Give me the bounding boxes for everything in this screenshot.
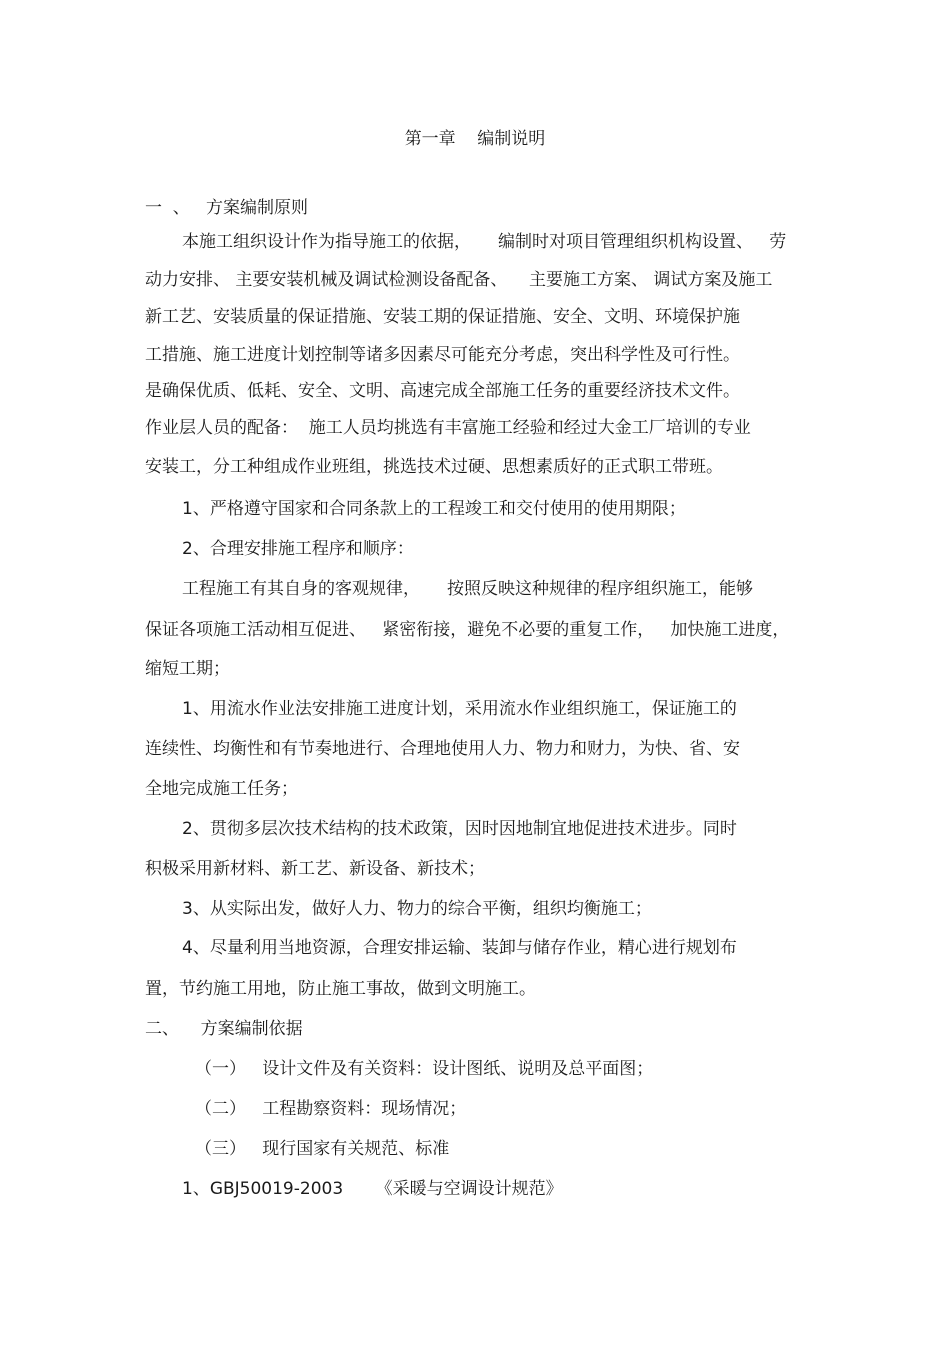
paragraph-line: 积极采用新材料、新工艺、新设备、新技术； xyxy=(145,859,485,879)
sub-item: （二） 工程勘察资料：现场情况； xyxy=(195,1099,467,1119)
paragraph-line: 4、尽量利用当地资源，合理安排运输、装卸与储存作业，精心进行规划布 xyxy=(182,938,737,958)
list-item: 1、严格遵守国家和合同条款上的工程竣工和交付使用的使用期限； xyxy=(182,499,686,519)
paragraph-line: 安装工，分工种组成作业班组，挑选技术过硬、思想素质好的正式职工带班。 xyxy=(145,457,723,477)
paragraph-line: 是确保优质、低耗、安全、文明、高速完成全部施工任务的重要经济技术文件。 xyxy=(145,381,740,401)
paragraph-line: 保证各项施工活动相互促进、 紧密衔接，避免不必要的重复工作， 加快施工进度， xyxy=(145,620,790,640)
chapter-title: 第一章 编制说明 xyxy=(404,129,546,149)
paragraph-line: 本施工组织设计作为指导施工的依据， 编制时对项目管理组织机构设置、 劳 xyxy=(182,232,787,252)
section-heading: 一 、 方案编制原则 xyxy=(145,198,309,218)
paragraph-line: 1、用流水作业法安排施工进度计划，采用流水作业组织施工，保证施工的 xyxy=(182,699,737,719)
paragraph-line: 2、贯彻多层次技术结构的技术政策，因时因地制宜地促进技术进步。同时 xyxy=(182,819,737,839)
paragraph-line: 缩短工期； xyxy=(145,659,230,679)
paragraph-line: 动力安排、 主要安装机械及调试检测设备配备、 主要施工方案、 调试方案及施工 xyxy=(145,270,773,290)
paragraph-line: 工程施工有其自身的客观规律， 按照反映这种规律的程序组织施工，能够 xyxy=(182,579,754,599)
paragraph-line: 工措施、施工进度计划控制等诸多因素尽可能充分考虑，突出科学性及可行性。 xyxy=(145,345,740,365)
paragraph-line: 全地完成施工任务； xyxy=(145,779,298,799)
sub-item: （三） 现行国家有关规范、标准 xyxy=(195,1139,450,1159)
paragraph-line: 作业层人员的配备： 施工人员均挑选有丰富施工经验和经过大金工厂培训的专业 xyxy=(145,418,751,438)
standard-item: 1、GBJ50019-2003 《采暖与空调设计规范》 xyxy=(182,1179,563,1199)
sub-item: （一） 设计文件及有关资料：设计图纸、说明及总平面图； xyxy=(195,1059,654,1079)
paragraph-line: 连续性、均衡性和有节奏地进行、合理地使用人力、物力和财力，为快、省、安 xyxy=(145,739,740,759)
paragraph-line: 新工艺、安装质量的保证措施、安装工期的保证措施、安全、文明、环境保护施 xyxy=(145,307,740,327)
paragraph-line: 置，节约施工用地，防止施工事故，做到文明施工。 xyxy=(145,979,536,999)
section-heading: 二、 方案编制依据 xyxy=(145,1019,303,1039)
list-item: 2、合理安排施工程序和顺序： xyxy=(182,539,414,559)
list-item: 3、从实际出发，做好人力、物力的综合平衡，组织均衡施工； xyxy=(182,899,652,919)
